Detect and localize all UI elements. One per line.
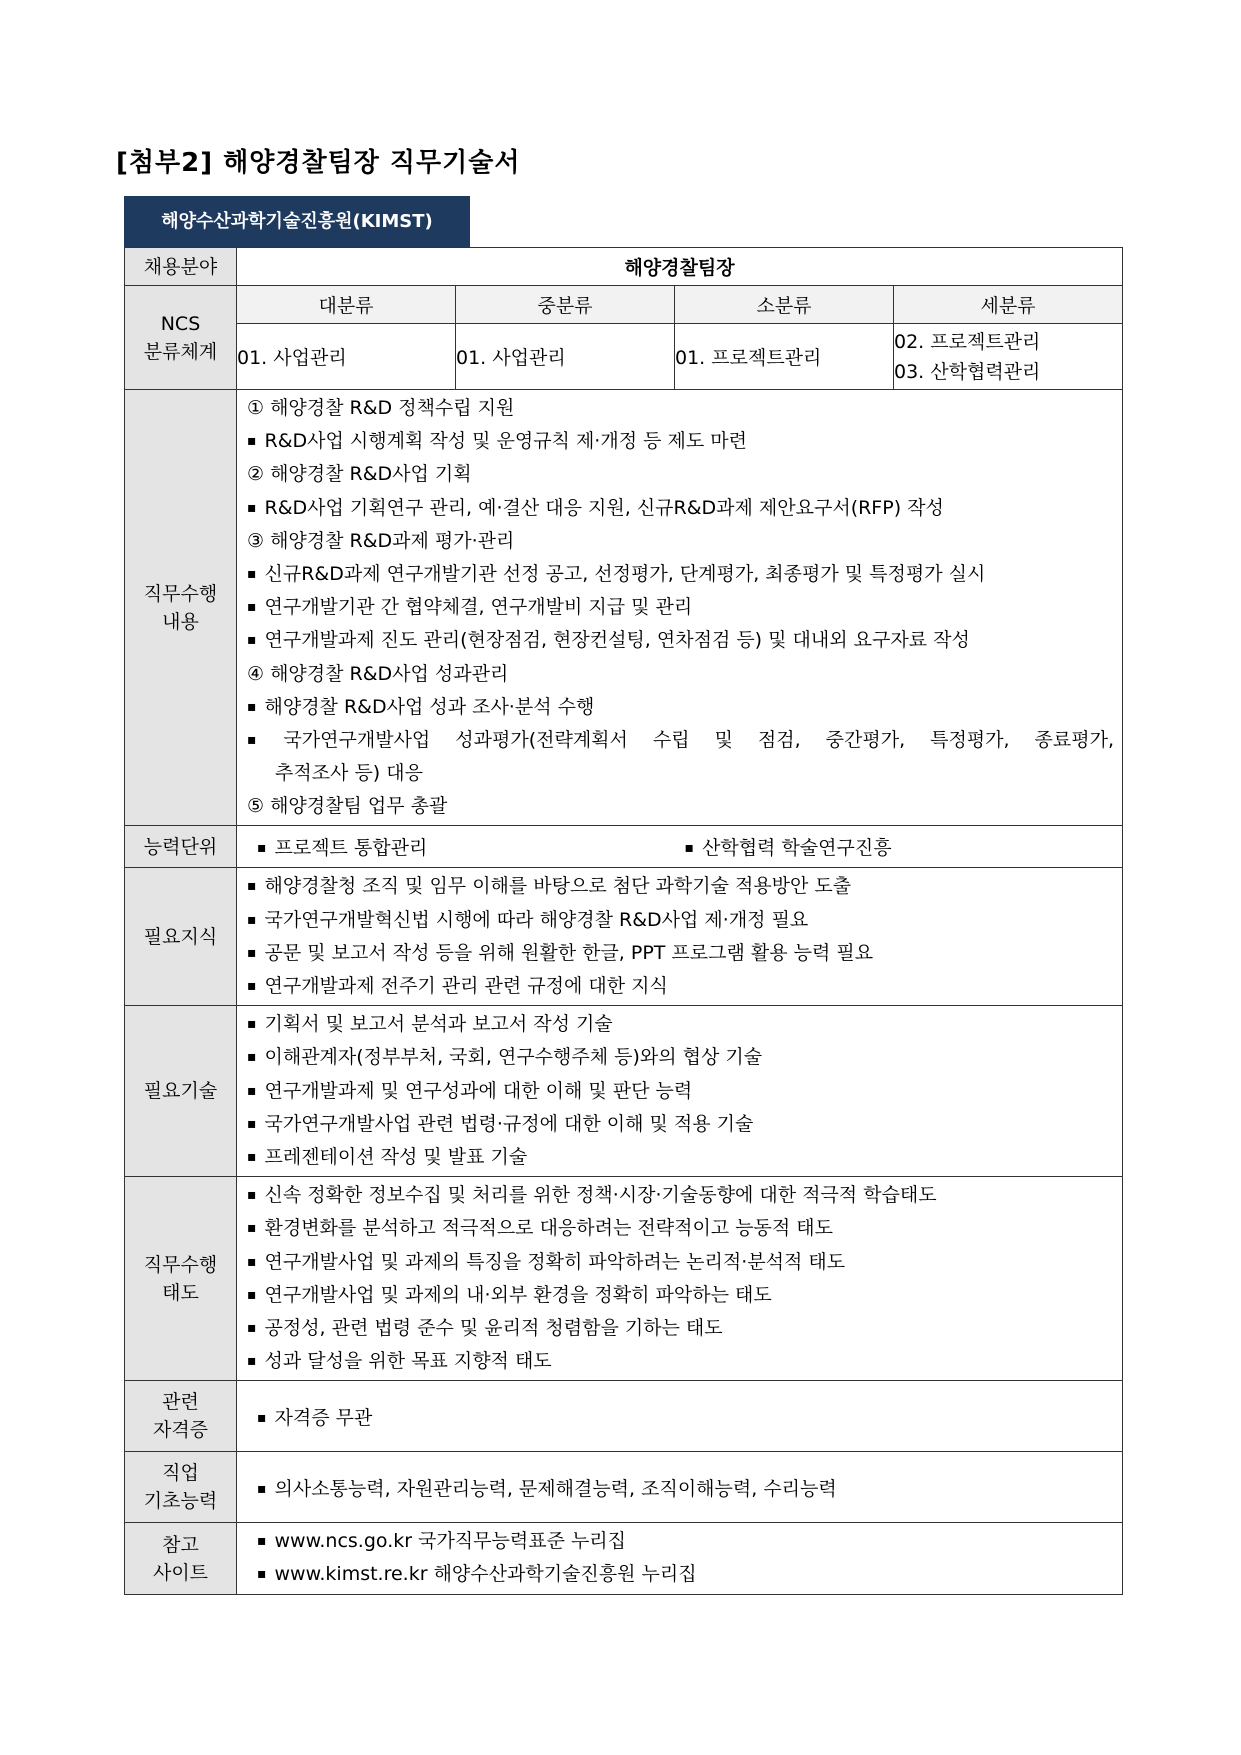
row-reference [125, 1523, 1123, 1595]
duty-item: ▪ 신규R&D과제 연구개발기관 선정 공고, 선정평가, 단계평가, 최종평가 및 특정평가 실시 [247, 558, 1114, 591]
knowledge-item: ▪ 국가연구개발혁신법 시행에 따라 해양경찰 R&D사업 제·개정 필요 [247, 904, 1114, 937]
knowledge-item: ▪ 해양경찰청 조직 및 임무 이해를 바탕으로 첨단 과학기술 적용방안 도출 [247, 870, 1114, 903]
ncs-middle-value: 01. 사업관리 [456, 324, 675, 390]
attitude-item: ▪ 신속 정확한 정보수집 및 처리를 위한 정책·시장·기술동향에 대한 적극적 학습태도 [247, 1179, 1114, 1212]
organization-tab: 해양수산과학기술진흥원(KIMST) [124, 196, 470, 248]
duty-section-2: ② 해양경찰 R&D사업 기획 [247, 463, 472, 486]
ncs-minor-value: 01. 프로젝트관리 [675, 324, 894, 390]
duty-item: ▪ 연구개발기관 간 협약체결, 연구개발비 지급 및 관리 [247, 591, 1114, 624]
row-duties [125, 390, 1123, 826]
row-recruit-field [125, 248, 1123, 286]
row-knowledge [125, 868, 1123, 1006]
ncs-header-middle: 중분류 [456, 286, 675, 324]
skill-item: ▪ 이해관계자(정부부처, 국회, 연구수행주체 등)와의 협상 기술 [247, 1041, 1114, 1074]
attitude-item: ▪ 성과 달성을 위한 목표 지향적 태도 [247, 1345, 1114, 1378]
duty-item: ▪ 해양경찰 R&D사업 성과 조사·분석 수행 [247, 691, 1114, 724]
competency-item: ▪ 산학협력 학술연구진흥 [685, 833, 1113, 860]
attitude-item: ▪ 연구개발사업 및 과제의 특징을 정확히 파악하려는 논리적·분석적 태도 [247, 1246, 1114, 1279]
ncs-header-detail: 세분류 [894, 286, 1123, 324]
competency-content [237, 826, 1123, 868]
competency-item: ▪ 프로젝트 통합관리 [257, 833, 685, 860]
row-basic-ability [125, 1452, 1123, 1523]
ncs-header-major: 대분류 [237, 286, 456, 324]
knowledge-item: ▪ 공문 및 보고서 작성 등을 위해 원활한 한글, PPT 프로그램 활용 능력 필요 [247, 937, 1114, 970]
row-competency [125, 826, 1123, 868]
ncs-major-value: 01. 사업관리 [237, 324, 456, 390]
duty-item: ▪ 연구개발과제 진도 관리(현장점검, 현장컨설팅, 연차점검 등) 및 대내외 요구자료 작성 [247, 624, 1114, 657]
duties-label: 직무수행 내용 [125, 390, 237, 826]
knowledge-content [237, 868, 1123, 1006]
skill-item: ▪ 기획서 및 보고서 분석과 보고서 작성 기술 [247, 1008, 1114, 1041]
row-ncs-headers [125, 286, 1123, 324]
duty-section-4: ④ 해양경찰 R&D사업 성과관리 [247, 662, 509, 685]
recruit-field-value: 해양경찰팀장 [237, 248, 1123, 286]
recruit-field-label: 채용분야 [125, 248, 237, 286]
certificate-content [237, 1381, 1123, 1452]
certificate-label: 관련 자격증 [125, 1381, 237, 1452]
row-attitude [125, 1177, 1123, 1381]
reference-content [237, 1523, 1123, 1595]
basic-ability-item: ▪ 의사소통능력, 자원관리능력, 문제해결능력, 조직이해능력, 수리능력 [237, 1474, 1122, 1501]
reference-link-ncs: ▪ www.ncs.go.kr 국가직무능력표준 누리집 [257, 1526, 1122, 1559]
attitude-content [237, 1177, 1123, 1381]
duty-section-5: ⑤ 해양경찰팀 업무 총괄 [247, 795, 448, 818]
knowledge-item: ▪ 연구개발과제 전주기 관리 관련 규정에 대한 지식 [247, 970, 1114, 1003]
row-skills [125, 1006, 1123, 1177]
ncs-header-minor: 소분류 [675, 286, 894, 324]
duty-section-3: ③ 해양경찰 R&D과제 평가·관리 [247, 529, 515, 552]
attitude-item: ▪ 공정성, 관련 법령 준수 및 윤리적 청렴함을 기하는 태도 [247, 1312, 1114, 1345]
skill-item: ▪ 연구개발과제 및 연구성과에 대한 이해 및 판단 능력 [247, 1075, 1114, 1108]
ncs-detail-value: 02. 프로젝트관리 03. 산학협력관리 [894, 324, 1123, 390]
skills-label: 필요기술 [125, 1006, 237, 1177]
skill-item: ▪ 프레젠테이션 작성 및 발표 기술 [247, 1141, 1114, 1174]
certificate-item: ▪ 자격증 무관 [237, 1403, 1122, 1430]
knowledge-label: 필요지식 [125, 868, 237, 1006]
attitude-label: 직무수행 태도 [125, 1177, 237, 1381]
reference-link-kimst: ▪ www.kimst.re.kr 해양수산과학기술진흥원 누리집 [257, 1559, 1122, 1592]
row-ncs-values [125, 324, 1123, 390]
row-certificate [125, 1381, 1123, 1452]
reference-label: 참고 사이트 [125, 1523, 237, 1595]
document-title: [첨부2] 해양경찰팀장 직무기술서 [116, 148, 521, 178]
competency-label: 능력단위 [125, 826, 237, 868]
attitude-item: ▪ 연구개발사업 및 과제의 내·외부 환경을 정확히 파악하는 태도 [247, 1279, 1114, 1312]
job-description-table [124, 247, 1123, 1595]
duties-content [237, 390, 1123, 826]
ncs-label: NCS 분류체계 [125, 286, 237, 390]
skill-item: ▪ 국가연구개발사업 관련 법령·규정에 대한 이해 및 적용 기술 [247, 1108, 1114, 1141]
duty-item-continuation: 추적조사 등) 대응 [275, 762, 423, 785]
attitude-item: ▪ 환경변화를 분석하고 적극적으로 대응하려는 전략적이고 능동적 태도 [247, 1212, 1114, 1245]
duty-item: ▪ R&D사업 시행계획 작성 및 운영규칙 제·개정 등 제도 마련 [247, 425, 1114, 458]
basic-ability-content [237, 1452, 1123, 1523]
duty-section-1: ① 해양경찰 R&D 정책수립 지원 [247, 397, 515, 419]
basic-ability-label: 직업 기초능력 [125, 1452, 237, 1523]
skills-content [237, 1006, 1123, 1177]
duty-item: ▪ 국가연구개발사업 성과평가(전략계획서 수립 및 점검, 중간평가, 특정평가, 종료평가, [247, 724, 1114, 757]
duty-item: ▪ R&D사업 기획연구 관리, 예·결산 대응 지원, 신규R&D과제 제안요구서(RFP) 작성 [247, 492, 1114, 525]
